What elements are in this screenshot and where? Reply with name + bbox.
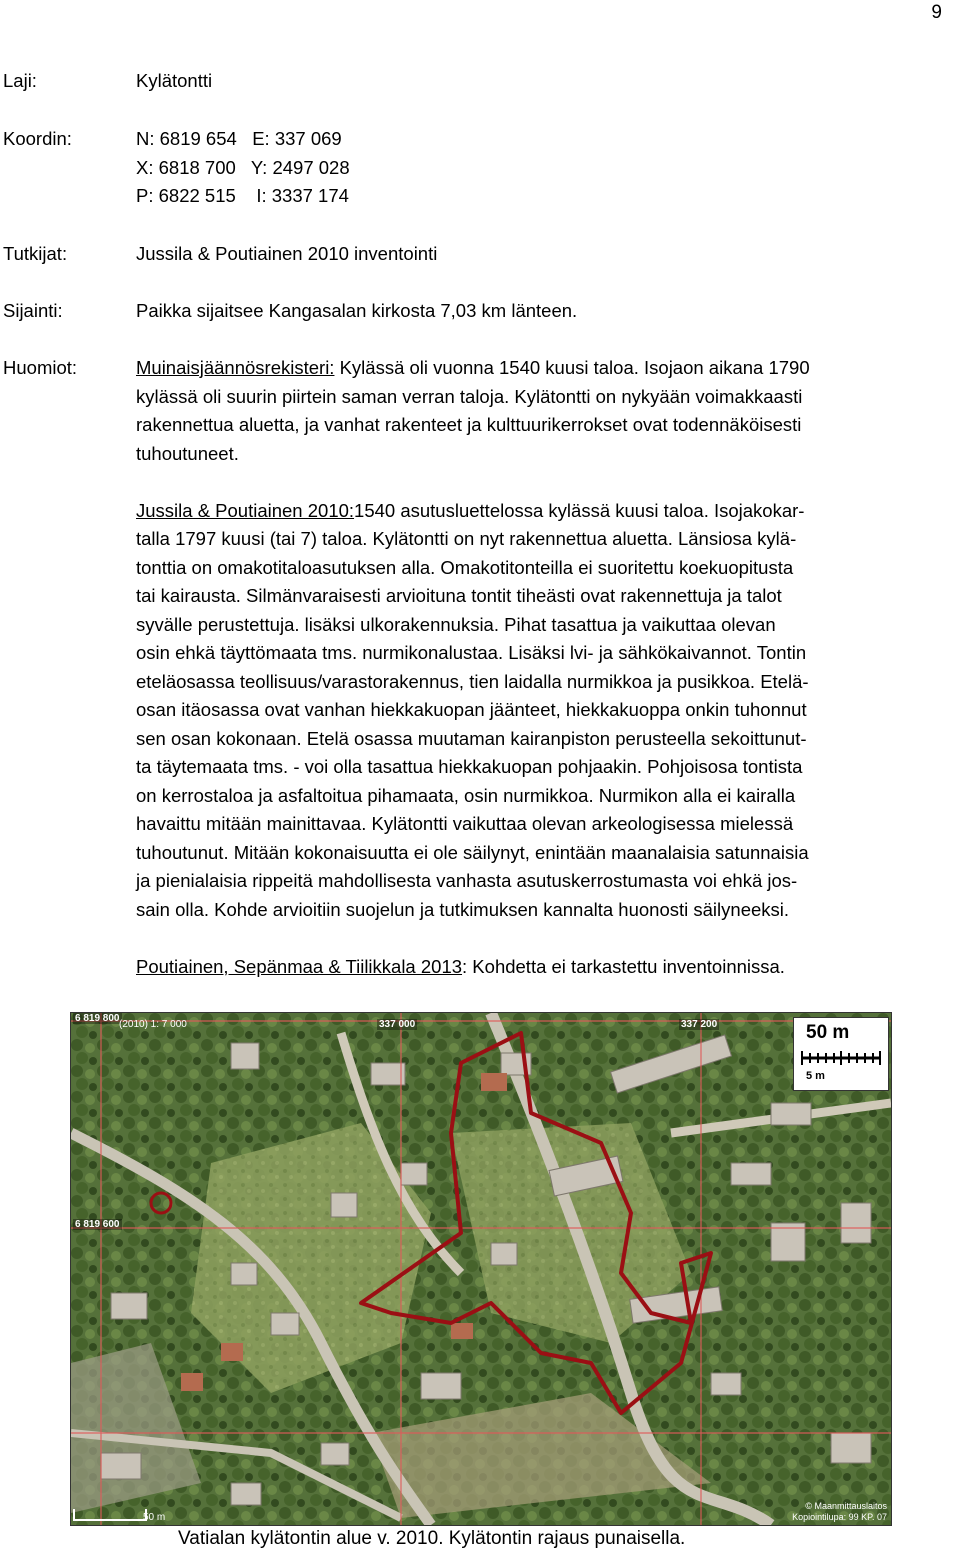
notes-line: rakennettua aluetta, ja vanhat rakenteet ja kulttuurikerrokset ovat todennäköisesti — [136, 414, 802, 435]
notes-line: ta täytemaata tms. - voi olla tasattua hiekkakuopan pohjaakin. Pohjoisosa tontista — [136, 756, 803, 777]
aerial-photo — [71, 1013, 891, 1525]
field-label: Huomiot: — [3, 357, 78, 378]
bottom-scale-bar — [73, 1509, 147, 1521]
figure-caption: Vatialan kylätontin alue v. 2010. Kylätontin rajaus punaisella. — [178, 1528, 686, 1549]
notes-body — [136, 354, 956, 981]
northing-label-mid: 6 819 600 — [75, 1219, 120, 1230]
notes-line: Muinaisjäännösrekisteri: Kylässä oli vuonna 1540 kuusi taloa. Isojaon aikana 1790 — [136, 357, 810, 378]
field-label: Sijainti: — [3, 300, 63, 321]
field-value: Paikka sijaitsee Kangasalan kirkosta 7,03 km länteen. — [136, 300, 578, 321]
coordinate-lines — [136, 125, 956, 211]
field-value: Jussila & Poutiainen 2010 inventointi — [136, 243, 438, 264]
notes-line: osan itäosassa ovat vanhan hiekkakuopan jäänteet, hiekkakuoppa onkin tuhonnut — [136, 699, 807, 720]
source-link-muinaisjaannosrekisteri[interactable]: Muinaisjäännösrekisteri: — [136, 357, 335, 378]
notes-line: havaittu mitään mainittavaa. Kylätontti vaikuttaa olevan arkeologisessa mielessä — [136, 813, 794, 834]
notes-line: tai kairausta. Silmänvaraisesti arvioituna tontit tiheästi ovat rakennettuja ja talot — [136, 585, 782, 606]
easting-label-right: 337 200 — [681, 1019, 718, 1030]
field-label: Koordin: — [3, 128, 72, 149]
coordinate-line: P: 6822 515 I: 3337 174 — [136, 185, 349, 206]
northing-label-top: 6 819 800 — [75, 1013, 120, 1024]
notes-line: Jussila & Poutiainen 2010:1540 asutusluettelossa kylässä kuusi taloa. Isojakokar- — [136, 499, 805, 521]
notes-line: eteläosassa teollisuus/varastorakennus, tien laidalla nurmikkoa ja pusikkoa. Etelä- — [136, 670, 809, 692]
source-link-poutiainen-sepanmaa-tiilikkala[interactable]: Poutiainen, Sepänmaa & Tiilikkala 2013 — [136, 955, 463, 977]
notes-line: sen osan kokonaan. Etelä osassa muutaman kairanpiston perusteella sekoittunut- — [136, 727, 807, 749]
coordinate-line: N: 6819 654 E: 337 069 — [136, 128, 342, 149]
notes-line: tuhoutuneet. — [136, 442, 239, 464]
coordinate-line: X: 6818 700 Y: 2497 028 — [136, 156, 350, 178]
source-link-jussila-poutiainen[interactable]: Jussila & Poutiainen 2010: — [136, 499, 355, 521]
notes-line: tonttia on omakotitaloasutuksen alla. Omakotitonteilla ei suoritettu koekuopitusta — [136, 556, 794, 578]
scale-box — [793, 1017, 889, 1091]
notes-line: kylässä oli suurin piirtein saman verran taloja. Kylätontti on nykyään voimakkaasti — [136, 385, 803, 407]
bottom-scale-label: 50 m — [143, 1512, 166, 1523]
notes-line: talla 1797 kuusi (tai 7) taloa. Kylätontti on nyt rakennettua aluetta. Länsiosa kylä- — [136, 528, 797, 549]
notes-line: osin ehkä täyttömaata tms. nurmikonalustaa. Lisäksi lvi- ja sähkökaivannot. Tontin — [136, 642, 807, 663]
scale-label-big: 50 m — [806, 1022, 850, 1043]
page-number: 9 — [931, 2, 942, 23]
field-label: Tutkijat: — [3, 243, 68, 264]
notes-line: tuhoutunut. Mitään kokonaisuutta ei ole säilynyt, enintään maanalaisia satunnaisia — [136, 841, 809, 863]
notes-line: syvälle perustettuja. lisäksi ulkorakennuksia. Pihat tasattua ja vaikuttaa olevan — [136, 613, 776, 635]
notes-line: on kerrostaloa ja asfaltoitua pihamaata, osin nurmikkoa. Nurmikon alla ei kairalla — [136, 784, 796, 806]
field-value: Kylätontti — [136, 70, 213, 91]
aerial-map — [70, 1012, 892, 1526]
notes-line: ja pienialaisia rippeitä mahdollisesta vanhasta asutuskerrostumasta voi ehkä jos- — [136, 870, 798, 891]
notes-line: Poutiainen, Sepänmaa & Tiilikkala 2013: Kohdetta ei tarkastettu inventoinnissa. — [136, 955, 785, 977]
map-year-scale-label: (2010) 1: 7 000 — [119, 1019, 187, 1030]
copyright-text: © Maanmittauslaitos Kopiointilupa: 99 KP. 07 — [792, 1501, 887, 1522]
notes-line: sain olla. Kohde arvioitiin suojelun ja tutkimuksen kannalta huonosti säilyneeksi. — [136, 898, 790, 920]
field-label: Laji: — [3, 70, 37, 91]
scale-label-small: 5 m — [806, 1070, 825, 1082]
easting-label-left: 337 000 — [379, 1019, 416, 1030]
